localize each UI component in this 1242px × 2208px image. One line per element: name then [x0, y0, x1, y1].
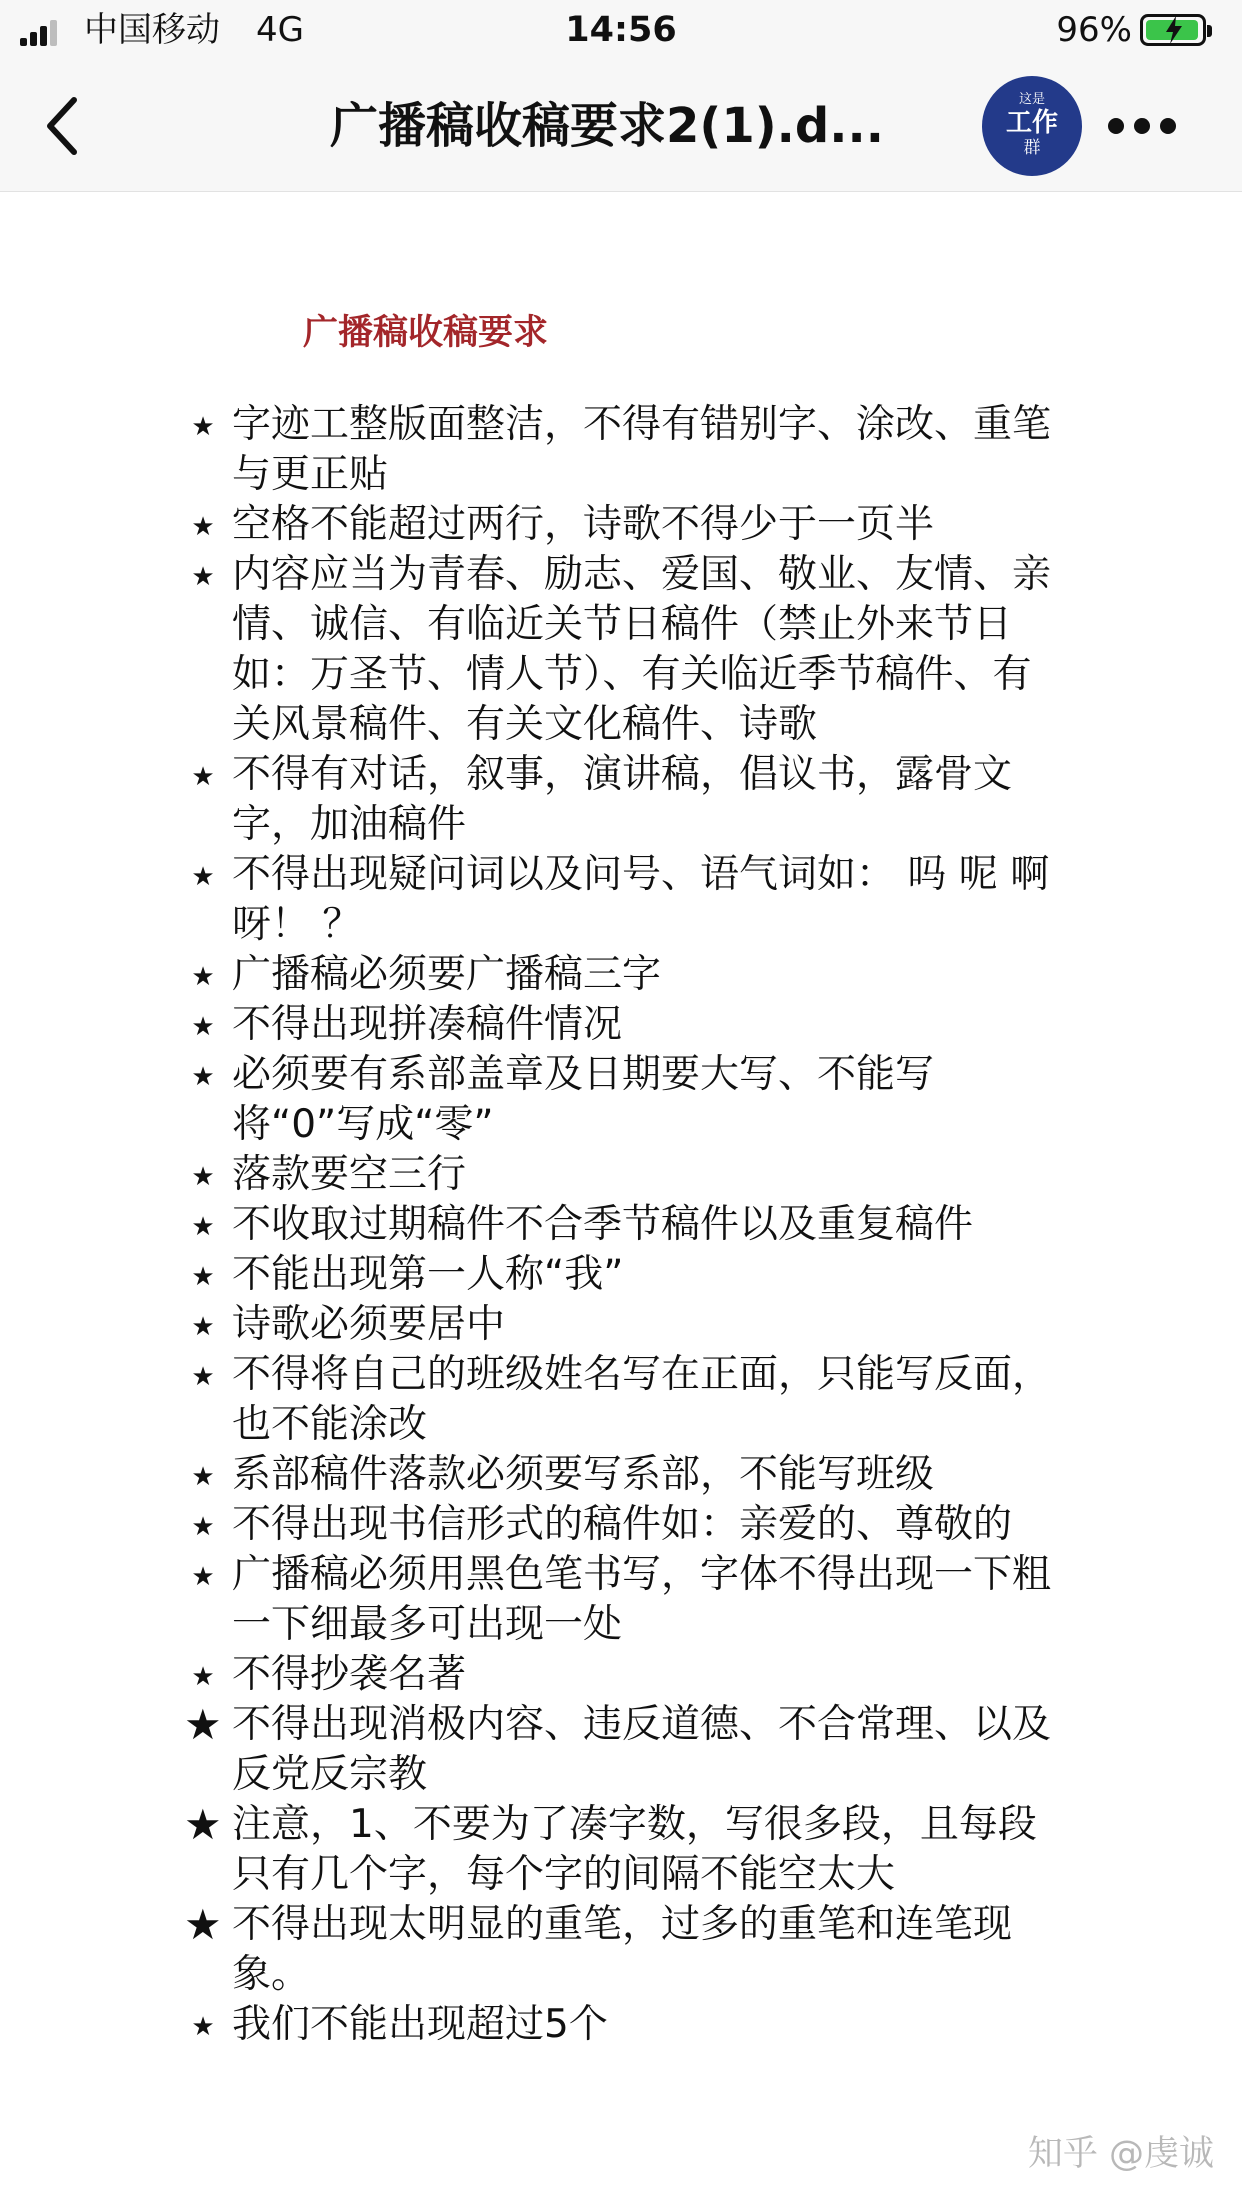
list-item — [184, 1800, 1068, 1900]
rule-text: 不得将自己的班级姓名写在正面，只能写反面，也不能涂改 — [232, 1352, 1052, 1447]
star-bullet-icon: ★ — [191, 1212, 215, 1242]
rule-text: 空格不能超过两行，诗歌不得少于一页半 — [232, 502, 935, 547]
rule-text: 内容应当为青春、励志、爱国、敬业、友情、亲情、诚信、有临近关节日稿件（禁止外来节日如：万圣节、情人节）、有关临近季节稿件、有关风景稿件、有关文化稿件、诗歌 — [232, 552, 1052, 747]
rule-text: 广播稿必须要广播稿三字 — [232, 952, 662, 997]
star-bullet-icon: ★ — [191, 962, 215, 992]
back-button[interactable] — [36, 94, 96, 158]
list-item — [188, 750, 1068, 850]
star-bullet-icon: ★ — [191, 1162, 215, 1192]
star-bullet-icon: ★ — [191, 2012, 215, 2042]
rule-text: 字迹工整版面整洁，不得有错别字、涂改、重笔与更正贴 — [232, 402, 1052, 497]
star-bullet-icon: ★ — [191, 1012, 215, 1042]
list-item — [188, 1000, 1068, 1050]
star-bullet-icon: ★ — [191, 562, 215, 592]
star-bullet-icon: ★ — [184, 1700, 222, 1749]
rule-text: 诗歌必须要居中 — [232, 1302, 506, 1347]
list-item — [188, 500, 1068, 550]
star-bullet-icon: ★ — [191, 512, 215, 542]
list-item — [188, 1200, 1068, 1250]
rule-text: 不得出现太明显的重笔，过多的重笔和连笔现象。 — [232, 1902, 1013, 1997]
page-title: 广播稿收稿要求2(1).d... — [330, 98, 884, 154]
list-item — [188, 1050, 1068, 1150]
star-bullet-icon: ★ — [191, 412, 215, 442]
list-item — [188, 1350, 1068, 1450]
charging-bolt-icon — [1161, 14, 1187, 46]
rule-text: 注意，1、不要为了凑字数，写很多段，且每段只有几个字，每个字的间隔不能空太大 — [232, 1802, 1037, 1897]
carrier-name: 中国移动 — [84, 10, 220, 50]
watermark: 知乎 @虔诚 — [1027, 2134, 1214, 2174]
rule-text: 不得有对话，叙事，演讲稿，倡议书，露骨文字，加油稿件 — [232, 752, 1013, 847]
avatar-text-middle: 工作 — [1005, 108, 1058, 138]
rule-text: 不收取过期稿件不合季节稿件以及重复稿件 — [232, 1202, 974, 1247]
list-item — [188, 400, 1068, 500]
rule-text: 不得抄袭名著 — [232, 1652, 467, 1697]
battery-percent: 96% — [1056, 10, 1132, 50]
list-item — [188, 2000, 1068, 2050]
chevron-left-icon — [36, 94, 96, 158]
battery-icon — [1140, 14, 1206, 46]
more-dots-icon — [1108, 118, 1124, 134]
list-item — [188, 1550, 1068, 1650]
rule-text: 不得出现拼凑稿件情况 — [232, 1002, 623, 1047]
list-item — [184, 1700, 1068, 1800]
avatar-text-top: 这是 — [1018, 92, 1045, 107]
rule-text: 我们不能出现超过5个 — [232, 2002, 608, 2047]
list-item — [188, 1650, 1068, 1700]
list-item — [184, 1900, 1068, 2000]
star-bullet-icon: ★ — [191, 862, 215, 892]
star-bullet-icon: ★ — [191, 1512, 215, 1542]
star-bullet-icon: ★ — [191, 762, 215, 792]
star-bullet-icon: ★ — [184, 1900, 222, 1949]
star-bullet-icon: ★ — [191, 1312, 215, 1342]
rules-list — [184, 400, 1068, 2050]
rule-text: 必须要有系部盖章及日期要大写、不能写将“0”写成“零” — [232, 1052, 935, 1147]
star-bullet-icon: ★ — [184, 1800, 222, 1849]
star-bullet-icon: ★ — [191, 1262, 215, 1292]
list-item — [188, 950, 1068, 1000]
network-type: 4G — [256, 10, 304, 50]
star-bullet-icon: ★ — [191, 1562, 215, 1592]
list-item — [188, 850, 1068, 950]
rule-text: 不得出现消极内容、违反道德、不合常理、以及反党反宗教 — [232, 1702, 1052, 1797]
rule-text: 系部稿件落款必须要写系部，不能写班级 — [232, 1452, 935, 1497]
nav-bar — [0, 60, 1242, 192]
rule-text: 不得出现书信形式的稿件如：亲爱的、尊敬的 — [232, 1502, 1013, 1547]
list-item — [188, 550, 1068, 750]
status-bar — [0, 0, 1242, 60]
status-time: 14:56 — [565, 10, 677, 50]
list-item — [188, 1450, 1068, 1500]
list-item — [188, 1250, 1068, 1300]
list-item — [188, 1500, 1068, 1550]
rule-text: 落款要空三行 — [232, 1152, 467, 1197]
star-bullet-icon: ★ — [191, 1462, 215, 1492]
list-item — [188, 1150, 1068, 1200]
rule-text: 不得出现疑问词以及问号、语气词如： 吗 呢 啊 呀！ ？ — [232, 852, 1050, 947]
list-item — [188, 1300, 1068, 1350]
star-bullet-icon: ★ — [191, 1362, 215, 1392]
document-title: 广播稿收稿要求 — [303, 313, 549, 353]
rule-text: 不能出现第一人称“我” — [232, 1252, 624, 1297]
star-bullet-icon: ★ — [191, 1662, 215, 1692]
more-options-button[interactable] — [1108, 112, 1180, 140]
star-bullet-icon: ★ — [191, 1062, 215, 1092]
rule-text: 广播稿必须用黑色笔书写，字体不得出现一下粗一下细最多可出现一处 — [232, 1552, 1052, 1647]
work-group-avatar[interactable] — [982, 76, 1082, 176]
avatar-text-bottom: 群 — [1023, 138, 1041, 158]
